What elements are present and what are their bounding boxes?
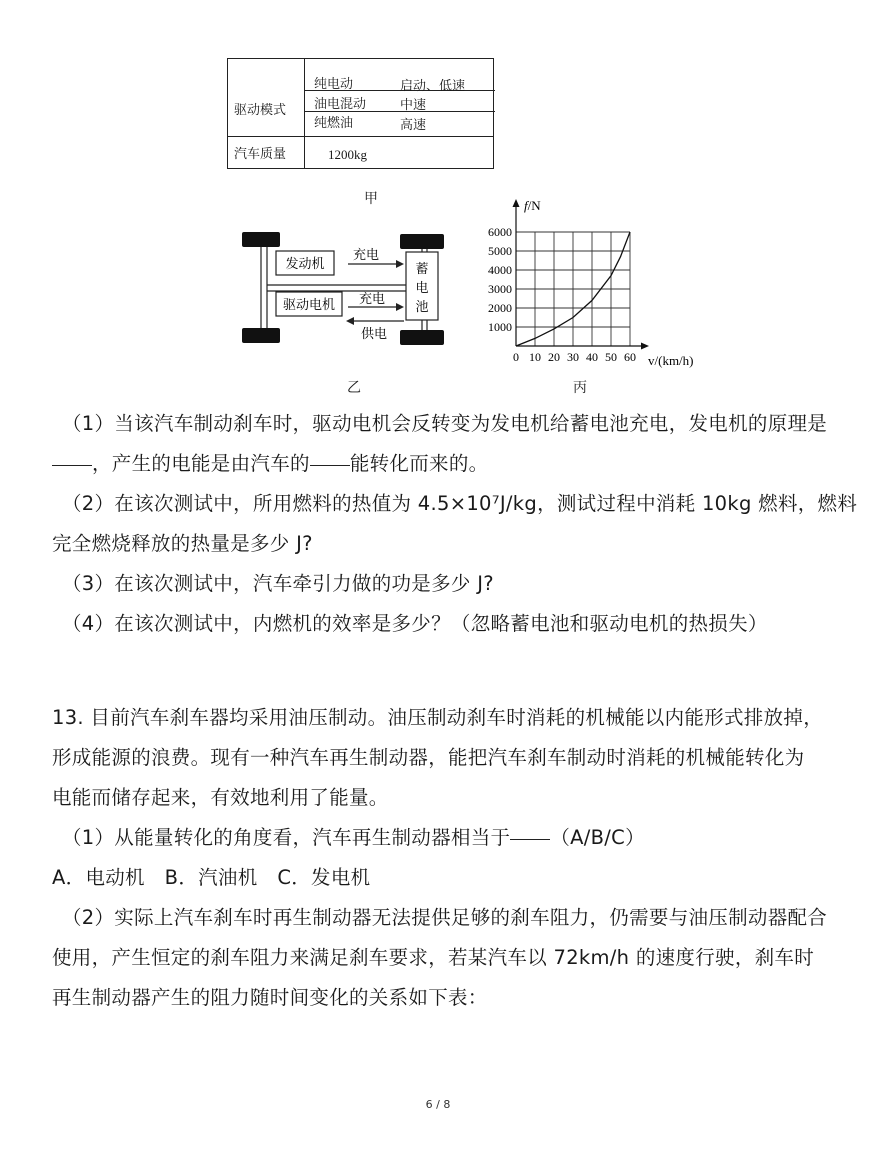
y-tick-label: 6000 <box>488 225 512 239</box>
charge-label-mid: 充电 <box>358 292 386 307</box>
supply-label: 供电 <box>360 327 388 342</box>
p13-line-2: 形成能源的浪费。现有一种汽车再生制动器，能把汽车刹车制动时消耗的机械能转化为 <box>52 746 805 769</box>
q1-line-a: （1）当该汽车制动刹车时，驱动电机会反转变为发电机给蓄电池充电，发电机的原理是 <box>62 412 828 435</box>
x-axis-label: v/(km/h) <box>648 353 694 368</box>
wheel-rear-right <box>400 330 444 345</box>
problem-13 <box>52 698 832 1018</box>
p13-sub1-pre: （1）从能量转化的角度看，汽车再生制动器相当于 <box>62 826 511 849</box>
x-axis-arrow <box>641 343 649 350</box>
p13-line-1: 13. 目前汽车刹车器均采用油压制动。油压制动刹车时消耗的机械能以内能形式排放掉， <box>52 706 824 729</box>
battery-char-3: 池 <box>415 300 429 315</box>
caption-bing: 丙 <box>573 380 587 396</box>
wheel-rear-left <box>242 328 280 343</box>
answer-blank-2[interactable] <box>310 464 350 466</box>
x-tick-label: 50 <box>605 350 617 364</box>
wheel-front-left <box>242 232 280 247</box>
x-tick-label: 60 <box>624 350 636 364</box>
mode-2: 油电混动 <box>314 97 367 112</box>
p13-line-3: 电能而储存起来，有效地利用了能量。 <box>52 786 389 809</box>
wheel-front-right <box>400 234 444 249</box>
mass-label: 汽车质量 <box>234 147 287 162</box>
q1-line-b <box>52 444 832 484</box>
caption-yi: 乙 <box>347 380 361 396</box>
answer-blank-3[interactable] <box>510 838 550 840</box>
charge-label-top: 充电 <box>352 248 380 263</box>
page-number: 6 / 8 <box>425 1098 451 1111</box>
y-tick-label: 1000 <box>488 320 512 334</box>
question-block-12 <box>52 404 858 644</box>
motor-label: 驱动电机 <box>282 298 336 313</box>
mass-value: 1200kg <box>328 147 367 162</box>
x-tick-label: 20 <box>548 350 560 364</box>
y-tick-label: 2000 <box>488 301 512 315</box>
q2-line-b: 完全燃烧释放的热量是多少 J? <box>52 532 313 555</box>
p13-sub2-line-1: （2）实际上汽车刹车时再生制动器无法提供足够的刹车阻力，仍需要与油压制动器配合 <box>62 906 828 929</box>
y-tick-label: 5000 <box>488 244 512 258</box>
speed-2: 中速 <box>400 98 427 113</box>
x-tick-label: 40 <box>586 350 598 364</box>
q3-line: （3）在该次测试中，汽车牵引力做的功是多少 J? <box>62 572 494 595</box>
p13-sub1 <box>52 818 832 858</box>
y-axis-label: f/N <box>524 198 541 213</box>
p13-options: A．电动机 B．汽油机 C．发电机 <box>52 866 371 889</box>
q1-text-b2: 能转化而来的。 <box>349 452 489 475</box>
battery-char-2: 电 <box>415 281 429 296</box>
answer-blank-1[interactable] <box>52 464 92 466</box>
caption-jia: 甲 <box>364 191 378 207</box>
x-tick-label: 10 <box>529 350 541 364</box>
q4-line: （4）在该次测试中，内燃机的效率是多少？（忽略蓄电池和驱动电机的热损失） <box>62 612 768 635</box>
mode-3: 纯燃油 <box>314 116 354 131</box>
mode-1: 纯电动 <box>314 77 354 92</box>
battery-char-1: 蓄 <box>415 262 429 277</box>
y-axis-arrow <box>513 199 520 207</box>
drive-diagram <box>236 228 454 352</box>
p13-sub2-line-2: 使用，产生恒定的刹车阻力来满足刹车要求，若某汽车以 72km/h 的速度行驶，刹车时 <box>52 946 815 969</box>
q2-line-a: （2）在该次测试中，所用燃料的热值为 4.5×10⁷J/kg，测试过程中消耗 10kg 燃料，燃料 <box>62 492 858 515</box>
y-tick-label: 3000 <box>488 282 512 296</box>
speed-3: 高速 <box>400 118 427 133</box>
q1-text-b1: ，产生的电能是由汽车的 <box>92 452 310 475</box>
p13-sub1-post: （A/B/C） <box>550 826 645 849</box>
y-tick-label: 4000 <box>488 263 512 277</box>
speed-1: 启动、低速 <box>400 79 466 94</box>
drive-mode-label: 驱动模式 <box>234 103 287 118</box>
spec-table <box>227 58 494 169</box>
p13-sub2-line-3: 再生制动器产生的阻力随时间变化的关系如下表： <box>52 986 488 1009</box>
x-tick-label: 0 <box>513 350 519 364</box>
force-speed-chart <box>476 196 706 372</box>
x-tick-label: 30 <box>567 350 579 364</box>
engine-label: 发动机 <box>285 257 325 272</box>
